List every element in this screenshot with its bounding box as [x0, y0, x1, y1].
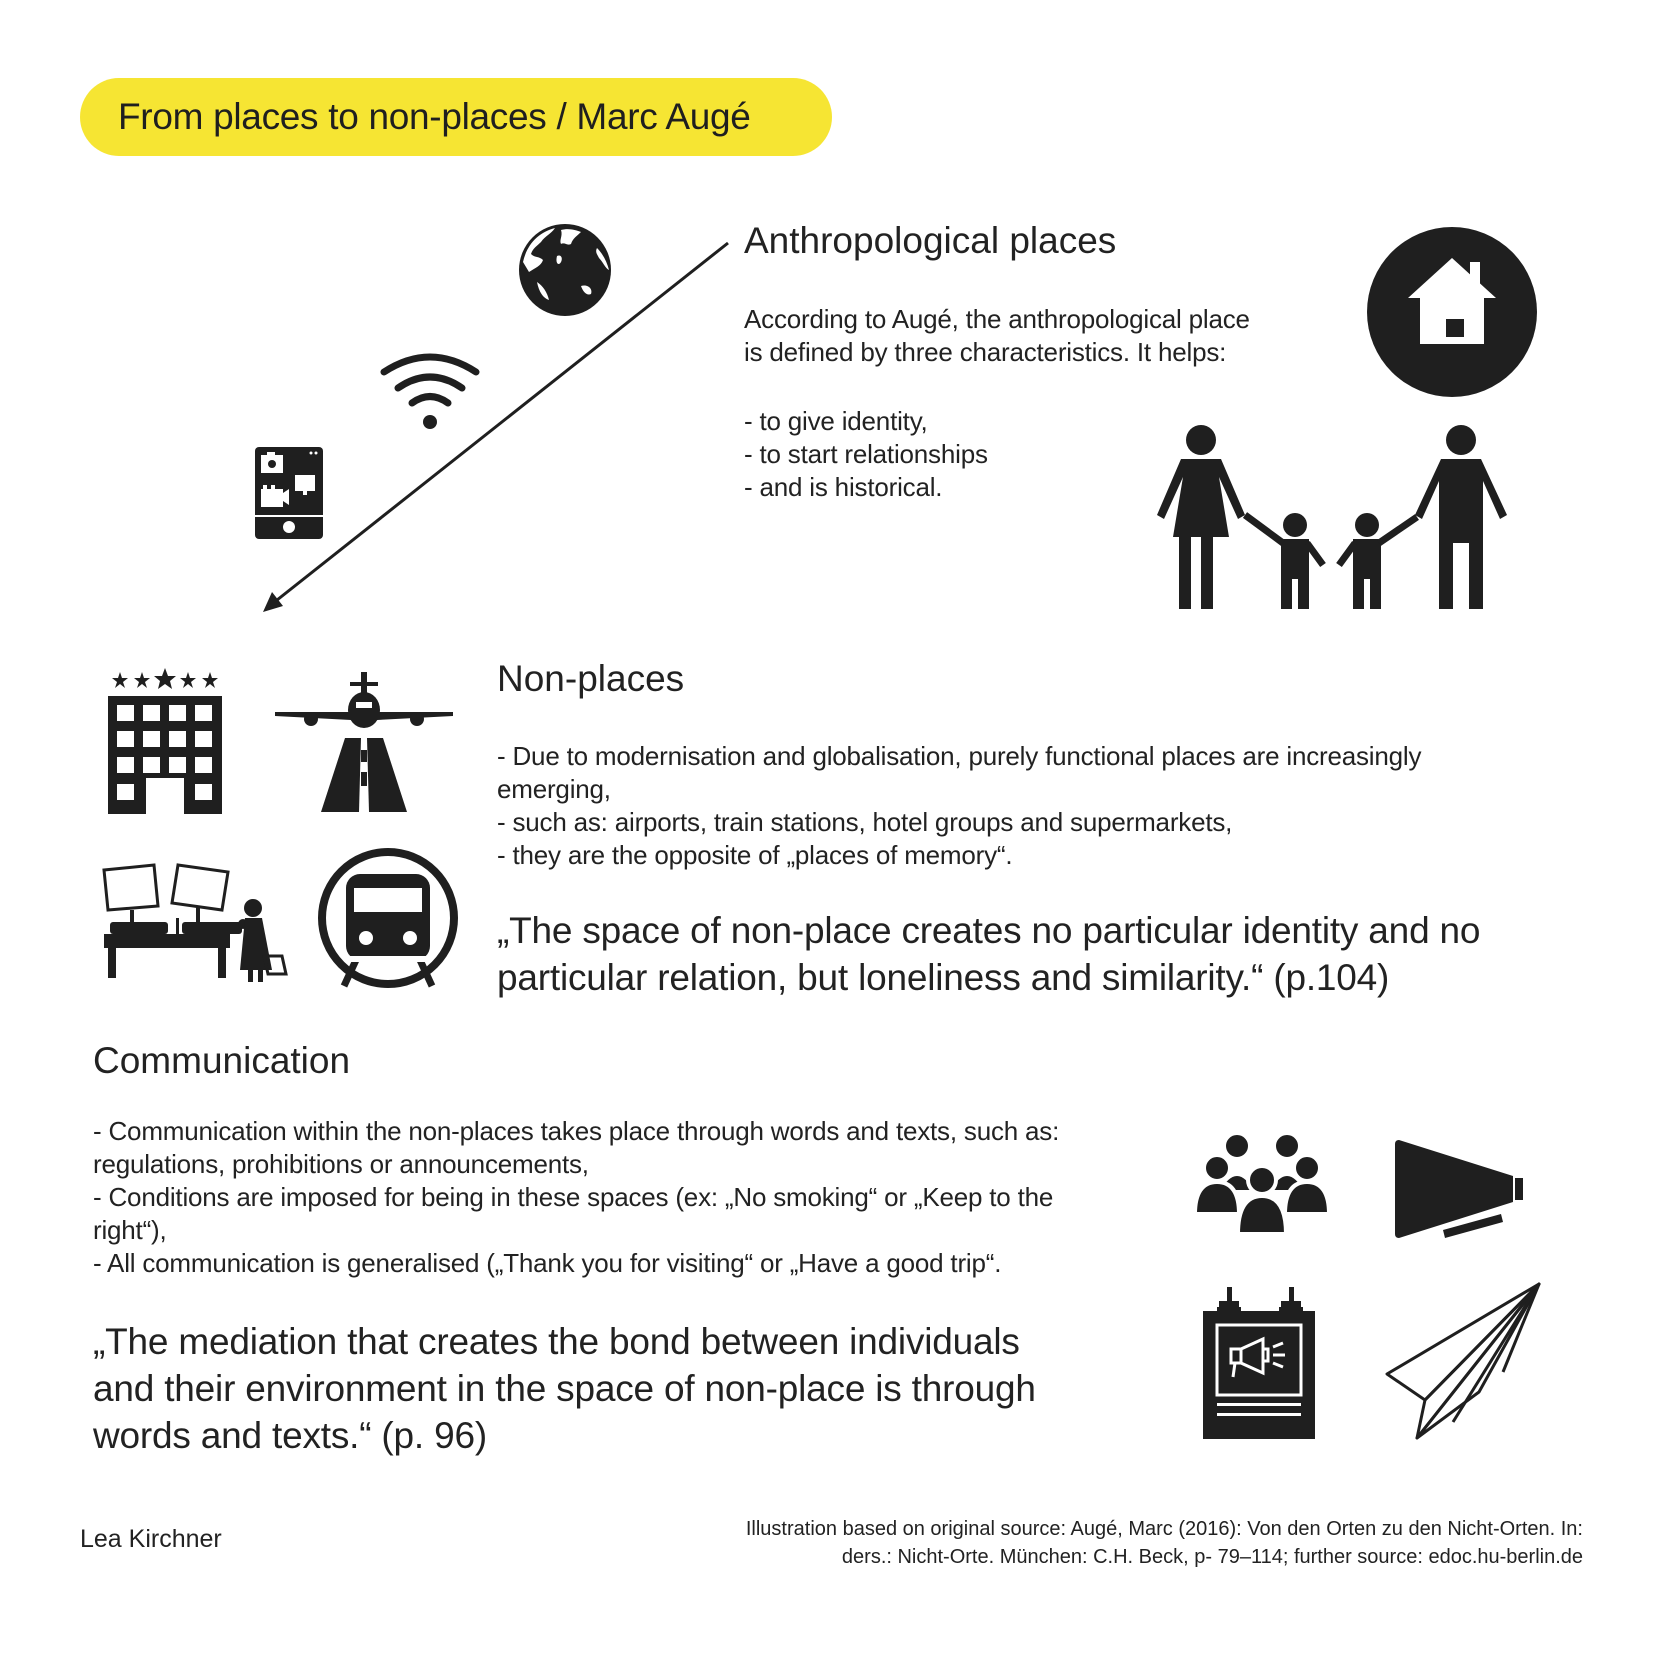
list-item: - to give identity, [744, 406, 928, 436]
megaphone-icon [1395, 1140, 1535, 1240]
anthropological-list [744, 405, 988, 504]
text-line: regulations, prohibitions or announcements, [93, 1149, 589, 1179]
tablet-icon [255, 447, 325, 541]
paper-plane-icon [1383, 1282, 1543, 1442]
non-places-quote [497, 907, 1480, 1001]
text-line: - Communication within the non-places takes place through words and texts, such as: [93, 1116, 1060, 1146]
list-item: - and is historical. [744, 472, 943, 502]
text-line: - Conditions are imposed for being in these spaces (ex: „No smoking“ or „Keep to the [93, 1182, 1054, 1212]
text-line: - such as: airports, train stations, hotel groups and supermarkets, [497, 807, 1233, 837]
supermarket-icon [100, 862, 300, 982]
wifi-icon [378, 350, 488, 430]
intro-line: is defined by three characteristics. It helps: [744, 337, 1227, 367]
anthropological-intro [744, 303, 1250, 369]
text-line: emerging, [497, 774, 611, 804]
quote-line: „The space of non-place creates no particular identity and no [497, 910, 1481, 951]
hotel-icon [108, 668, 228, 818]
citation-line: ders.: Nicht-Orte. München: C.H. Beck, p- 79–114; further source: edoc.hu-berlin.de [841, 1546, 1583, 1568]
list-item: - to start relationships [744, 439, 988, 469]
communication-text [93, 1115, 1059, 1280]
text-line: right“), [93, 1215, 167, 1245]
group-icon [1195, 1132, 1330, 1237]
quote-line: particular relation, but loneliness and similarity.“ (p.104) [497, 957, 1390, 998]
quote-line: and their environment in the space of non-place is through [93, 1368, 1036, 1409]
text-line: - they are the opposite of „places of memory“. [497, 840, 1013, 870]
family-icon [1145, 425, 1525, 620]
source-citation [746, 1515, 1583, 1571]
quote-line: words and texts.“ (p. 96) [93, 1415, 487, 1456]
home-icon [1366, 226, 1538, 398]
communication-heading: Communication [93, 1040, 351, 1081]
quote-line: „The mediation that creates the bond between individuals [93, 1321, 1020, 1362]
text-line: - Due to modernisation and globalisation, purely functional places are increasingly [497, 741, 1422, 771]
train-station-icon [316, 846, 461, 991]
intro-line: According to Augé, the anthropological place [744, 304, 1250, 334]
text-line: - All communication is generalised („Thank you for visiting“ or „Have a good trip“. [93, 1248, 1002, 1278]
announcement-board-icon [1203, 1287, 1323, 1442]
non-places-heading: Non-places [497, 658, 685, 699]
author-name: Lea Kirchner [80, 1525, 222, 1553]
citation-line: Illustration based on original source: Augé, Marc (2016): Von den Orten zu den Nicht-Orten. In: [745, 1518, 1583, 1540]
airport-icon [275, 672, 455, 817]
non-places-text [497, 740, 1421, 872]
anthropological-heading: Anthropological places [744, 220, 1117, 261]
communication-quote [93, 1318, 1036, 1459]
page-title: From places to non-places / Marc Augé [118, 96, 751, 137]
globe-icon [517, 222, 617, 322]
